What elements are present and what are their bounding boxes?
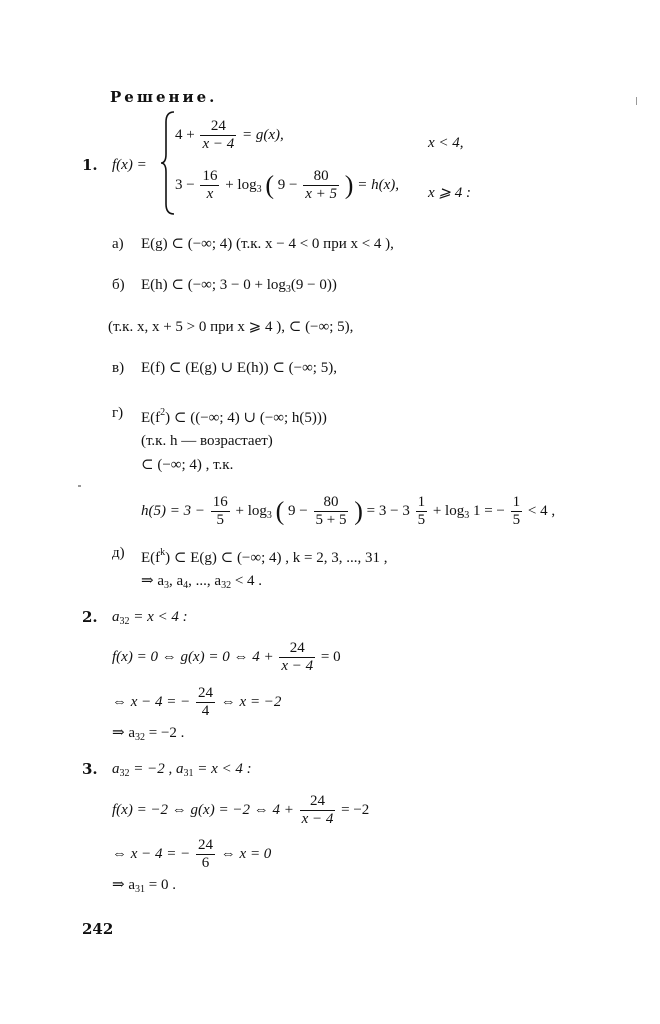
h5-num-4: 1: [512, 494, 521, 510]
h5-num-2: 80: [314, 494, 349, 512]
p3-head-sub-2: 31: [183, 768, 194, 779]
case-1-right: = g(x),: [242, 126, 284, 143]
p2-head-post: = x < 4 :: [129, 609, 188, 625]
case-2-fraction-1: [200, 168, 219, 203]
h5-log-2: + log: [432, 502, 465, 519]
item-2-label: 2.: [82, 608, 98, 626]
p3-l1-left: f(x) = −2 ⇔ g(x) = −2 ⇔ 4 +: [112, 801, 294, 818]
d2-pre: ⇒ a: [141, 573, 164, 589]
h5-log-base: 3: [266, 509, 272, 521]
h5-end: < 4 ,: [527, 502, 556, 519]
h5-num-3: 1: [417, 494, 426, 510]
case-2-cond-text: x ⩾ 4 :: [428, 185, 471, 201]
item-3-label: 3.: [82, 760, 98, 778]
item-b-log-base: 3: [285, 284, 291, 295]
item-3-head: [112, 760, 252, 783]
case-1-row: [175, 118, 284, 153]
left-paren: (: [265, 170, 275, 200]
d2-mid-2: , ..., a: [188, 573, 222, 589]
item-g-label: г): [112, 405, 124, 421]
p2-l3-pre: ⇒ a: [112, 725, 135, 741]
item-d-row: [141, 544, 387, 567]
p2-l3-post: = −2 .: [144, 725, 185, 741]
item-g-row: [141, 404, 327, 427]
case-2-log: + log: [225, 176, 257, 193]
d2-sub-3: 32: [221, 580, 232, 591]
item-d-label: д): [112, 545, 125, 561]
h5-fraction-3: [416, 494, 428, 529]
p2-l3-sub: 32: [134, 732, 145, 743]
case-2-den-1: x: [206, 186, 214, 202]
p2-l1-left: f(x) = 0 ⇔ g(x) = 0 ⇔ 4 +: [112, 648, 274, 665]
case-2-left: 3 −: [175, 176, 195, 193]
solution-heading: Решение.: [110, 88, 218, 106]
p2-l1-fraction: [279, 640, 315, 675]
case-2-condition: [428, 184, 471, 202]
item-g-pre: E(f: [141, 410, 161, 426]
p2-line-2: [112, 685, 281, 720]
p3-l1-fraction: [300, 793, 336, 828]
case-1-numerator: 24: [200, 118, 236, 136]
p3-l1-den: x − 4: [301, 811, 334, 827]
h5-log: + log: [235, 502, 267, 519]
p3-l3-sub: 31: [134, 884, 145, 895]
h5-inner-left: 9 −: [288, 502, 308, 519]
p3-l2-den: 6: [201, 855, 210, 871]
item-d-sup: k: [160, 547, 166, 558]
item-b-row: [141, 276, 337, 299]
p3-l2-right: ⇔ x = 0: [220, 845, 272, 862]
d2-sub-2: 4: [183, 580, 189, 591]
h5-den-4: 5: [512, 512, 521, 528]
h5-den-3: 5: [417, 512, 426, 528]
p2-l1-den: x − 4: [281, 658, 314, 674]
p2-l2-fraction: [196, 685, 215, 720]
h5-right-paren: ): [354, 496, 363, 526]
d2-sub-1: 3: [163, 580, 169, 591]
item-g-subset: ⊂ (−∞; 4) , т.к.: [141, 457, 234, 473]
item-v-text: E(f) ⊂ (E(g) ∪ E(h)) ⊂ (−∞; 5),: [141, 360, 337, 376]
p2-l1-right: = 0: [320, 648, 341, 665]
case-2-fraction-2: [303, 168, 339, 203]
right-paren: ): [344, 170, 354, 200]
h5-eq: = 3 − 3: [366, 502, 410, 519]
case-2-num-1: 16: [202, 168, 218, 184]
h5-one: 1 = −: [472, 502, 505, 519]
h5-log-2-base: 3: [464, 509, 470, 521]
p3-line-2: [112, 837, 271, 872]
case-2-inner-left: 9 −: [277, 176, 298, 193]
h5-row: [141, 494, 555, 529]
case-1-denominator: x − 4: [202, 136, 235, 152]
p3-l3-post: = 0 .: [144, 877, 176, 893]
p2-l2-left: ⇔ x − 4 = −: [112, 693, 191, 710]
item-d-conclusion: [141, 572, 262, 595]
h5-den-2: 5 + 5: [315, 512, 347, 528]
page-number: 242: [82, 920, 114, 938]
p3-head-mid: = −2 , a: [129, 761, 184, 777]
case-1-fraction: [200, 118, 236, 153]
p2-l1-num: 24: [279, 640, 315, 658]
h5-fraction-2: [314, 494, 349, 529]
system-func-label: [112, 156, 147, 174]
item-2-head: [112, 608, 188, 631]
h5-fraction-1: [211, 494, 230, 529]
p2-head-pre: a: [112, 609, 120, 625]
case-1-condition: [428, 134, 464, 152]
case-2-row: [175, 168, 399, 203]
h5-left: h(5) = 3 −: [141, 502, 205, 519]
h5-left-paren: (: [275, 496, 285, 526]
item-g-post: ) ⊂ ((−∞; 4) ∪ (−∞; h(5))): [165, 410, 327, 426]
item-1-label: 1.: [82, 156, 98, 174]
p3-l3-pre: ⇒ a: [112, 877, 135, 893]
item-g-sup: 2: [160, 407, 166, 418]
p3-head-sub-1: 32: [119, 768, 130, 779]
p3-l2-left: ⇔ x − 4 = −: [112, 845, 191, 862]
item-d-pre: E(f: [141, 550, 161, 566]
case-2-den-2: x + 5: [305, 186, 338, 202]
d2-mid-1: , a: [168, 573, 184, 589]
p3-l2-num: 24: [198, 837, 214, 853]
p3-l2-fraction: [196, 837, 215, 872]
f-of-x: f(x) =: [112, 157, 147, 173]
p3-line-3: [112, 876, 176, 899]
item-g-note: (т.к. h — возрастает): [141, 433, 273, 449]
item-v-label: в): [112, 360, 125, 376]
item-a-label: а): [112, 236, 124, 252]
item-b-tail: (9 − 0)): [290, 277, 337, 293]
item-b-note: (т.к. x, x + 5 > 0 при x ⩾ 4 ), ⊂ (−∞; 5),: [108, 319, 354, 335]
p2-l2-right: ⇔ x = −2: [220, 693, 282, 710]
item-d-post: ) ⊂ E(g) ⊂ (−∞; 4) , k = 2, 3, ..., 31 ,: [165, 550, 388, 566]
p3-l1-num: 24: [300, 793, 336, 811]
p2-line-3: [112, 724, 184, 747]
p3-head-post: = x < 4 :: [193, 761, 252, 777]
case-1-cond-text: x < 4,: [428, 135, 464, 151]
h5-den-1: 5: [216, 512, 224, 528]
p3-head-pre: a: [112, 761, 120, 777]
d2-end: < 4 .: [231, 573, 263, 589]
item-a-text: E(g) ⊂ (−∞; 4) (т.к. x − 4 < 0 при x < 4 ),: [141, 236, 394, 252]
p2-head-sub: 32: [119, 616, 130, 627]
p2-l2-num: 24: [198, 685, 214, 701]
p3-line-1: [112, 793, 369, 828]
p3-l1-right: = −2: [341, 801, 370, 818]
item-b-text: E(h) ⊂ (−∞; 3 − 0 + log: [141, 277, 286, 293]
scan-speck: [78, 485, 81, 487]
scan-speck: [636, 97, 637, 105]
case-2-num-2: 80: [303, 168, 339, 186]
item-b-label: б): [112, 277, 125, 293]
case-2-right: = h(x),: [357, 176, 399, 193]
h5-num-1: 16: [212, 494, 228, 510]
case-1-left: 4 +: [175, 126, 195, 143]
system-left-brace: [160, 110, 176, 216]
case-2-log-base: 3: [256, 183, 262, 195]
h5-fraction-4: [511, 494, 523, 529]
p2-l2-den: 4: [201, 703, 210, 719]
p2-line-1: [112, 640, 341, 675]
